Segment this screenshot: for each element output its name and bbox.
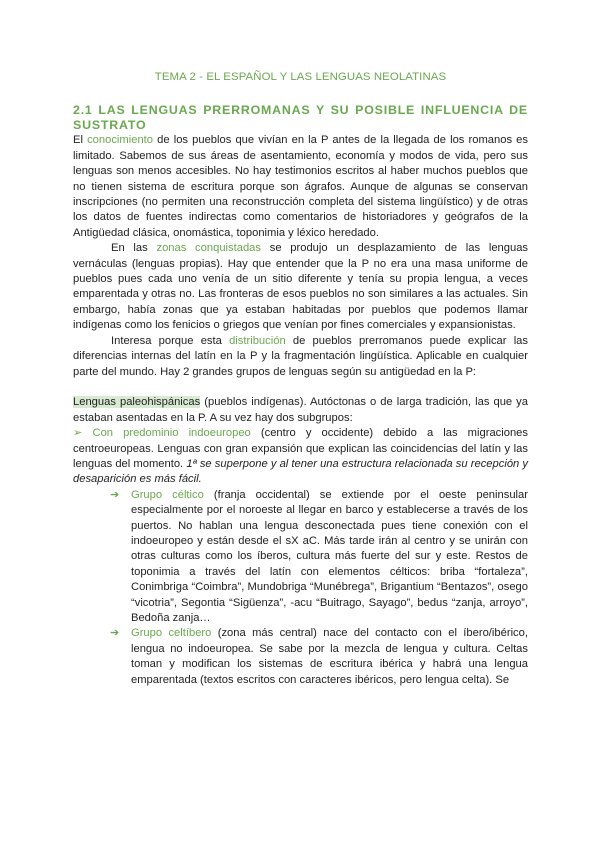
paragraph-text: de pueblos prerromanos puede explicar las diferencias internas del latín en la P y la fragmentación lingüística. Aplicable en cualquier parte del mundo. Hay 2 grandes grupos de lenguas según su antigüedad en la P:: [73, 334, 529, 378]
arrow-bullet-icon: ➢: [73, 427, 83, 440]
keyword-grupo-celtico: Grupo céltico: [131, 488, 204, 501]
right-arrow-icon: ➔: [110, 627, 120, 640]
paragraph-text: (zona más central) nace del contacto con el íbero/ibérico, lengua no indoeuropea. Se sabe por la mezcla de lengua y cultura. Celtas toman y modifican los sistemas de escritura ibérica y habrá una lengua emparentada (textos escritos con caracteres ibéricos, pero lengua celta). Se: [131, 627, 528, 686]
document-body: [73, 70, 528, 688]
spacer: [73, 380, 528, 395]
paragraph-text: (centro y occidente) debido a las migraciones centroeuropeas. Lenguas con gran expansión que explican las coincidencias del latín y las lenguas del momento.: [73, 427, 528, 470]
document-title: TEMA 2 - EL ESPAÑOL Y LAS LENGUAS NEOLATINAS: [154, 71, 447, 83]
paragraph-text: (franja occidental) se extiende por el oeste peninsular especialmente por el noroeste al llegar en barco y establecerse a través de los puertos. No hablan una lengua desconectada pues tiene conexión con el indoeuropeo y están desde el sX aC. Más tarde irán al centro y se unirán con otras culturas como los íberos, cultura más fuerte del sur y este. Restos de toponimia a través del latín con elementos célticos: briba “fortaleza”, Conimbriga “Coimbra”, Mundobriga “Munébrega”, Brigantium “Bentazos”, osego “vicotria”, Segontia “Sigüenza”, -acu “Buitrago, Sayago”, bedus “zanja, arroyo”, Bedoña zanja…: [131, 488, 528, 624]
keyword-zonas-conquistadas: zonas conquistadas: [156, 242, 261, 255]
paragraph-text: de los pueblos que vivían en la P antes de la llegada de los romanos es limitado. Sabemos de sus áreas de asentamiento, economía y modos de vida, pero sus lenguas son menos accesibles. No hay testimonios escritos al haber muchos pueblos que no tienen sistema de escritura porque son ágrafos. Aunque de algunas se conservan inscripciones (no permiten una reconstrucción completa del sistema lingüístico) y de otras los datos de fuentes indirectas como comentarios de historiadores y geógrafos de la Antigüedad clásica, onomástica, toponimia y léxico heredado.: [73, 134, 528, 239]
paragraph-text: (pueblos indígenas). Autóctonas o de larga tradición, las que ya estaban asentadas en la P. A su vez hay dos subgrupos:: [73, 396, 528, 424]
bullet-indoeuropeo: [73, 426, 528, 488]
subbullet-text: [131, 488, 528, 627]
right-arrow-icon: ➔: [110, 488, 120, 501]
paragraph-text: Interesa porque esta: [111, 334, 230, 347]
paragraph-distribucion: [73, 334, 528, 380]
paragraph-text: El: [73, 134, 88, 147]
paragraph-paleohispanicas: [73, 395, 528, 426]
paragraph-text: se produjo un desplazamiento de las lenguas vernáculas (lenguas propias). Hay que entender que la P no era una masa uniforme de pueblos pues cada uno venía de un sitio diferente y tenía su propia lengua, a veces emparentada y otras no. Las fronteras de esos pueblos no son similares a las actuales. Sin embargo, había zonas que ya estaban habitadas por pueblos que podemos llamar indígenas como los fenicios o griegos que venían por fines comerciales y expansionistas.: [73, 242, 529, 332]
paragraph-text: En las: [111, 242, 157, 255]
keyword-distribucion: distribución: [229, 334, 286, 347]
paragraph-zonas: [73, 241, 528, 333]
section-heading-line2: SUSTRATO: [73, 118, 147, 133]
highlight-lenguas-paleohispanicas: Lenguas paleohispánicas: [73, 396, 201, 409]
section-heading-line1: 2.1 LAS LENGUAS PRERROMANAS Y SU POSIBLE INFLUENCIA DE: [73, 103, 528, 118]
keyword-conocimiento: conocimiento: [87, 134, 153, 147]
subbullet-text: [131, 626, 528, 688]
keyword-grupo-celtibero: Grupo celtíbero: [131, 627, 212, 640]
subbullet-celtico: [110, 488, 528, 627]
keyword-predominio-indoeuropeo: Con predominio indoeuropeo: [92, 427, 251, 440]
subbullet-celtibero: [110, 626, 528, 688]
italic-note: 1ª se superpone y al tener una estructura relacionada su recepción y desaparición es más fácil.: [73, 457, 529, 486]
paragraph-conocimiento: [73, 133, 528, 241]
